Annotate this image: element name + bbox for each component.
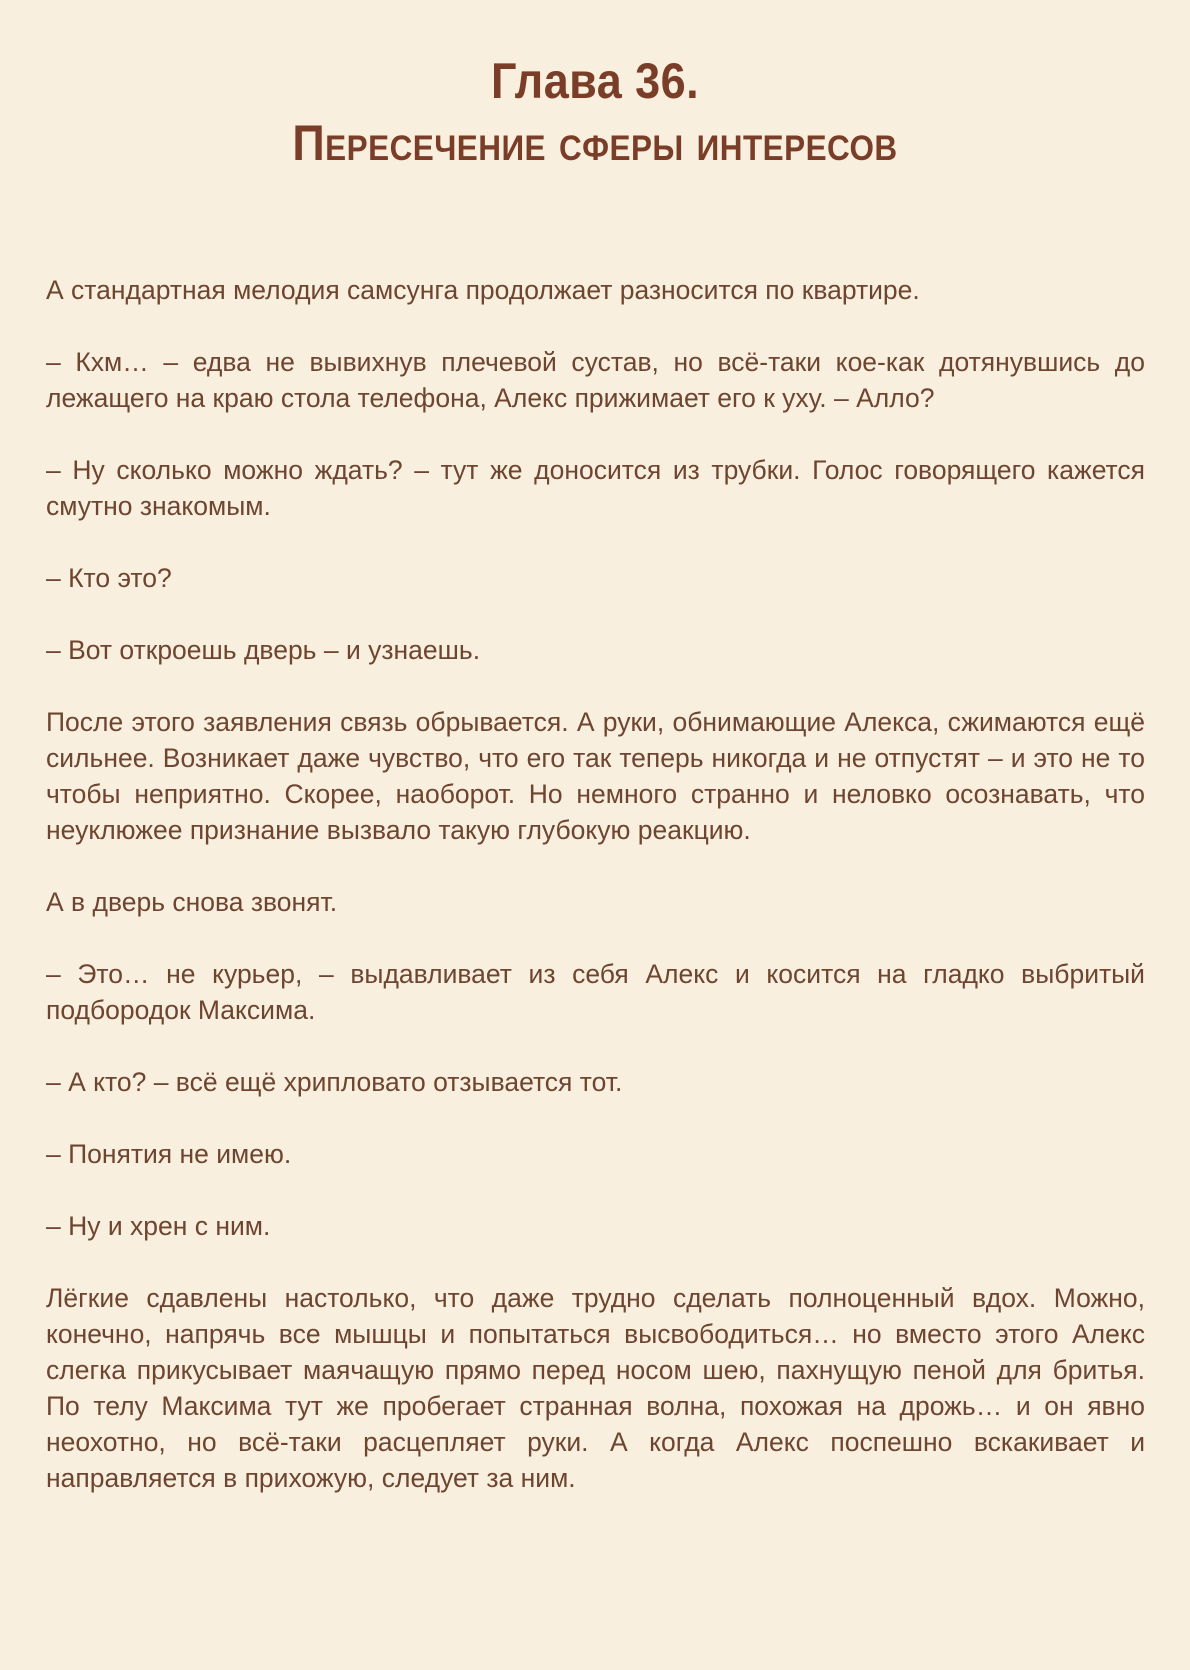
paragraph: – А кто? – всё ещё хрипловато отзывается тот.	[46, 1067, 623, 1097]
paragraph: А стандартная мелодия самсунга продолжает разносится по квартире.	[46, 275, 920, 305]
paragraph: Лёгкие сдавлены настолько, что даже трудно сделать полноценный вдох. Можно, конечно, напрячь все мышцы и попытаться высвободиться… но вместо этого Алекс слегка прикусывает маячащую прямо перед носом шею, пахнущую пеной для бритья. По телу Максима тут же пробегает странная волна, похожая на дрожь… и он явно неохотно, но всё-таки расцепляет руки. А когда Алекс поспешно вскакивает и направляется в прихожую, следует за ним.	[46, 1283, 1145, 1493]
chapter-title	[60, 50, 1131, 174]
paragraph: – Ну сколько можно ждать? – тут же доносится из трубки. Голос говорящего кажется смутно знакомым.	[46, 455, 1145, 521]
paragraph: – Понятия не имею.	[46, 1139, 292, 1169]
paragraph: – Это… не курьер, – выдавливает из себя Алекс и косится на гладко выбритый подбородок Максима.	[46, 959, 1145, 1025]
chapter-body	[46, 272, 1145, 1532]
paragraph: А в дверь снова звонят.	[46, 887, 338, 917]
paragraph: После этого заявления связь обрывается. А руки, обнимающие Алекса, сжимаются ещё сильнее. Возникает даже чувство, что его так теперь никогда и не отпустят – и это не то чтобы неприятно. Скорее, наоборот. Но немного странно и неловко осознавать, что неуклюжее признание вызвало такую глубокую реакцию.	[46, 707, 1145, 845]
paragraph: – Кхм… – едва не вывихнув плечевой сустав, но всё-таки кое-как дотянувшись до лежащего на краю стола телефона, Алекс прижимает его к уху. – Алло?	[46, 347, 1145, 413]
chapter-name: Пересечение сферы интересов	[292, 115, 898, 171]
chapter-number: Глава 36.	[490, 53, 700, 109]
paragraph: – Кто это?	[46, 563, 172, 593]
paragraph: – Вот откроешь дверь – и узнаешь.	[46, 635, 481, 665]
paragraph: – Ну и хрен с ним.	[46, 1211, 271, 1241]
